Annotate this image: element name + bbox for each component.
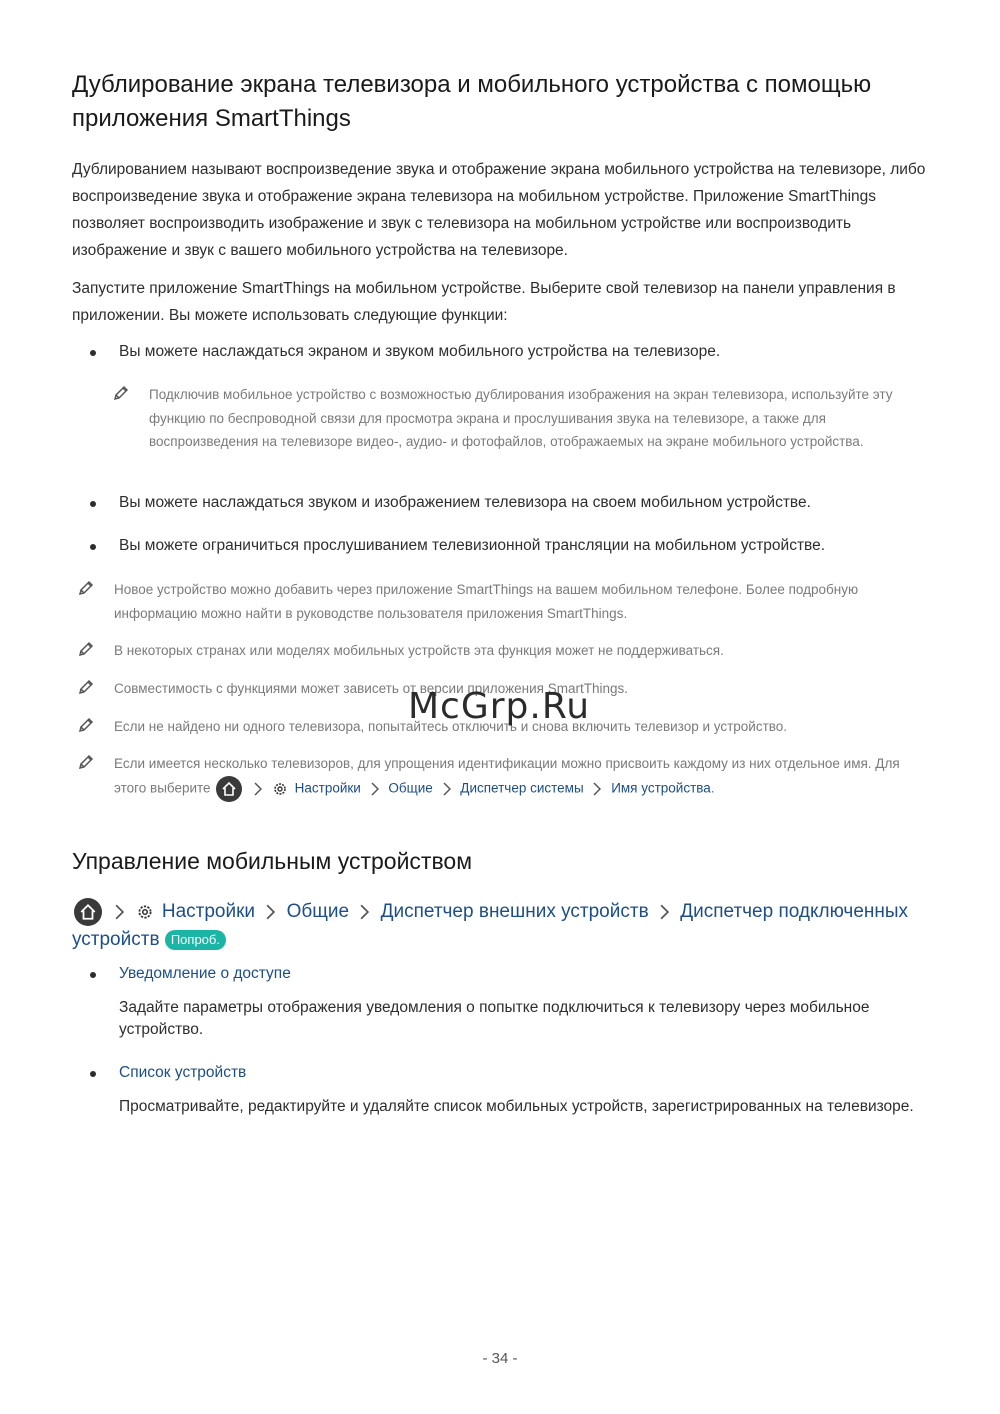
access-notification-title[interactable]: Уведомление о доступе (119, 965, 291, 982)
note-period: . (710, 780, 715, 796)
menu-settings-link[interactable]: Настройки (294, 780, 361, 796)
bullet-text: Вы можете ограничиться прослушиванием телевизионной трансляции на мобильном устройстве. (119, 537, 826, 554)
gear-icon (272, 781, 288, 797)
pencil-icon (78, 717, 94, 733)
intro-paragraph: Дублированием называют воспроизведение звука и отображение экрана мобильного устройства на телевизоре, либо воспроизведение звука и отображение экрана телевизора на мобильном устройстве. Приложение SmartThings позволяет воспроизводить изображение и звук с телевизора на мобильном устройстве или воспроизводить изображение и звук с вашего мобильного устройства на телевизоре. (72, 161, 926, 259)
chevron-right-icon (443, 782, 451, 796)
chevron-right-icon (660, 904, 669, 920)
chevron-right-icon (254, 782, 262, 796)
note-text: В некоторых странах или моделях мобильных устройств эта функция может не поддерживаться. (114, 643, 724, 658)
try-now-button[interactable]: Попроб. (165, 930, 226, 950)
note-text: Если не найдено ни одного телевизора, попытайтесь отключить и снова включить телевизор и устройство. (114, 719, 788, 734)
bullet-dot (90, 972, 96, 978)
pencil-icon (78, 679, 94, 695)
note-text: Подключив мобильное устройство с возможностью дублирования изображения на экран телевизора, используйте эту функцию по беспроводной связи для просмотра экрана и прослушивания звука на телевизоре, а также для воспроизведения на телевизоре видео-, аудио- и фотофайлов, отображаемых на экране мобильного устройства. (149, 387, 893, 449)
pencil-icon (113, 385, 129, 401)
bullet-text: Вы можете наслаждаться звуком и изображением телевизора на своем мобильном устройстве. (119, 494, 811, 511)
section-title-mirroring: Дублирование экрана телевизора и мобильного устройства с помощью приложения SmartThings (72, 71, 872, 132)
instruction-paragraph: Запустите приложение SmartThings на мобильном устройстве. Выберите свой телевизор на панели управления в приложении. Вы можете использовать следующие функции: (72, 280, 896, 324)
menu-connected-devices-link[interactable]: Диспетчер подключенных устройств (72, 901, 909, 951)
pencil-icon (78, 580, 94, 596)
menu-system-manager-link[interactable]: Диспетчер системы (460, 780, 584, 796)
home-icon (216, 776, 242, 802)
menu-external-devices-link[interactable]: Диспетчер внешних устройств (380, 901, 649, 923)
chevron-right-icon (593, 782, 601, 796)
menu-general-link[interactable]: Общие (388, 780, 433, 796)
section-title-mobile-management: Управление мобильным устройством (72, 848, 473, 874)
chevron-right-icon (266, 904, 275, 920)
menu-general-link[interactable]: Общие (286, 901, 350, 923)
gear-icon (136, 903, 154, 921)
watermark: McGrp.Ru (408, 686, 591, 727)
chevron-right-icon (115, 904, 124, 920)
chevron-right-icon (371, 782, 379, 796)
bullet-dot (90, 501, 96, 507)
home-icon (74, 898, 102, 926)
menu-settings-link[interactable]: Настройки (161, 901, 256, 923)
note-text: Новое устройство можно добавить через приложение SmartThings на вашем мобильном телефоне. Более подробную информацию можно найти в руководстве пользователя приложения SmartThings. (114, 582, 859, 621)
bullet-text: Вы можете наслаждаться экраном и звуком мобильного устройства на телевизоре. (119, 343, 721, 360)
pencil-icon (78, 641, 94, 657)
device-list-desc: Просматривайте, редактируйте и удаляйте список мобильных устройств, зарегистрированных на телевизоре. (119, 1098, 914, 1115)
bullet-dot (90, 350, 96, 356)
page-number: - 34 - (482, 1350, 518, 1367)
note-text-body: Если имеется несколько телевизоров, для упрощения идентификации можно присвоить каждому из них отдельное имя. Для этого выберите (114, 756, 900, 796)
chevron-right-icon (360, 904, 369, 920)
bullet-dot (90, 1071, 96, 1077)
device-list-title[interactable]: Список устройств (119, 1064, 247, 1081)
bullet-dot (90, 544, 96, 550)
pencil-icon (78, 754, 94, 770)
note-text (114, 752, 933, 802)
menu-path (72, 898, 952, 954)
note-text: Совместимость с функциями может зависеть от версии приложения SmartThings. (114, 681, 629, 696)
access-notification-desc: Задайте параметры отображения уведомления о попытке подключиться к телевизору через мобильное устройство. (119, 999, 870, 1038)
menu-device-name-link[interactable]: Имя устройства (611, 780, 711, 796)
